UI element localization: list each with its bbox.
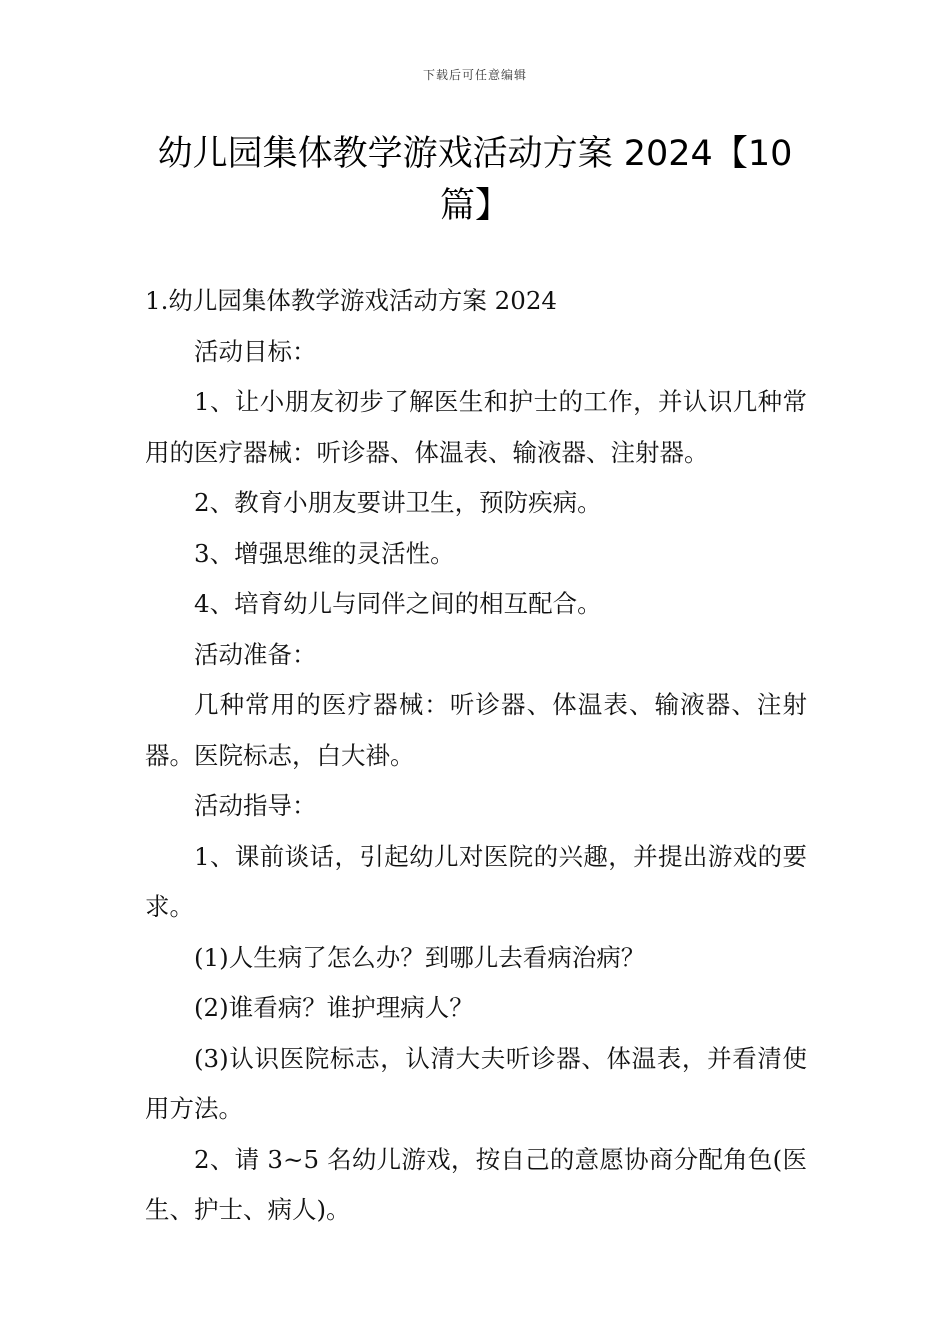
paragraph: (1)人生病了怎么办？到哪儿去看病治病？: [194, 942, 646, 972]
paragraph: 2、教育小朋友要讲卫生，预防疾病。: [194, 488, 602, 517]
paragraph: 1、课前谈话，引起幼儿对医院的兴趣，并提出游戏的要求。: [145, 841, 807, 921]
paragraph: 活动准备：: [194, 639, 317, 669]
paragraph: 几种常用的医疗器械：听诊器、体温表、输液器、注射器。医院标志，白大褂。: [145, 690, 807, 770]
section-heading: 1.幼儿园集体教学游戏活动方案 2024: [145, 286, 558, 315]
paragraph: (3)认识医院标志，认清大夫听诊器、体温表，并看清使用方法。: [145, 1043, 807, 1123]
paragraph: (2)谁看病？谁护理病人？: [194, 993, 474, 1022]
paragraph: 活动目标：: [194, 336, 317, 366]
document-body: [145, 276, 807, 1236]
paragraph: 3、增强思维的灵活性。: [194, 538, 455, 568]
paragraph: 活动指导：: [194, 791, 317, 820]
document-title: 幼儿园集体教学游戏活动方案 2024【10 篇】: [157, 134, 793, 226]
header-note: 下载后可任意编辑: [422, 68, 527, 82]
paragraph: 4、培育幼儿与同伴之间的相互配合。: [194, 589, 602, 618]
paragraph: 2、请 3~5 名幼儿游戏，按自己的意愿协商分配角色(医生、护士、病人)。: [145, 1144, 807, 1224]
paragraph: 1、让小朋友初步了解医生和护士的工作，并认识几种常用的医疗器械：听诊器、体温表、输液器、注射器。: [145, 387, 807, 467]
